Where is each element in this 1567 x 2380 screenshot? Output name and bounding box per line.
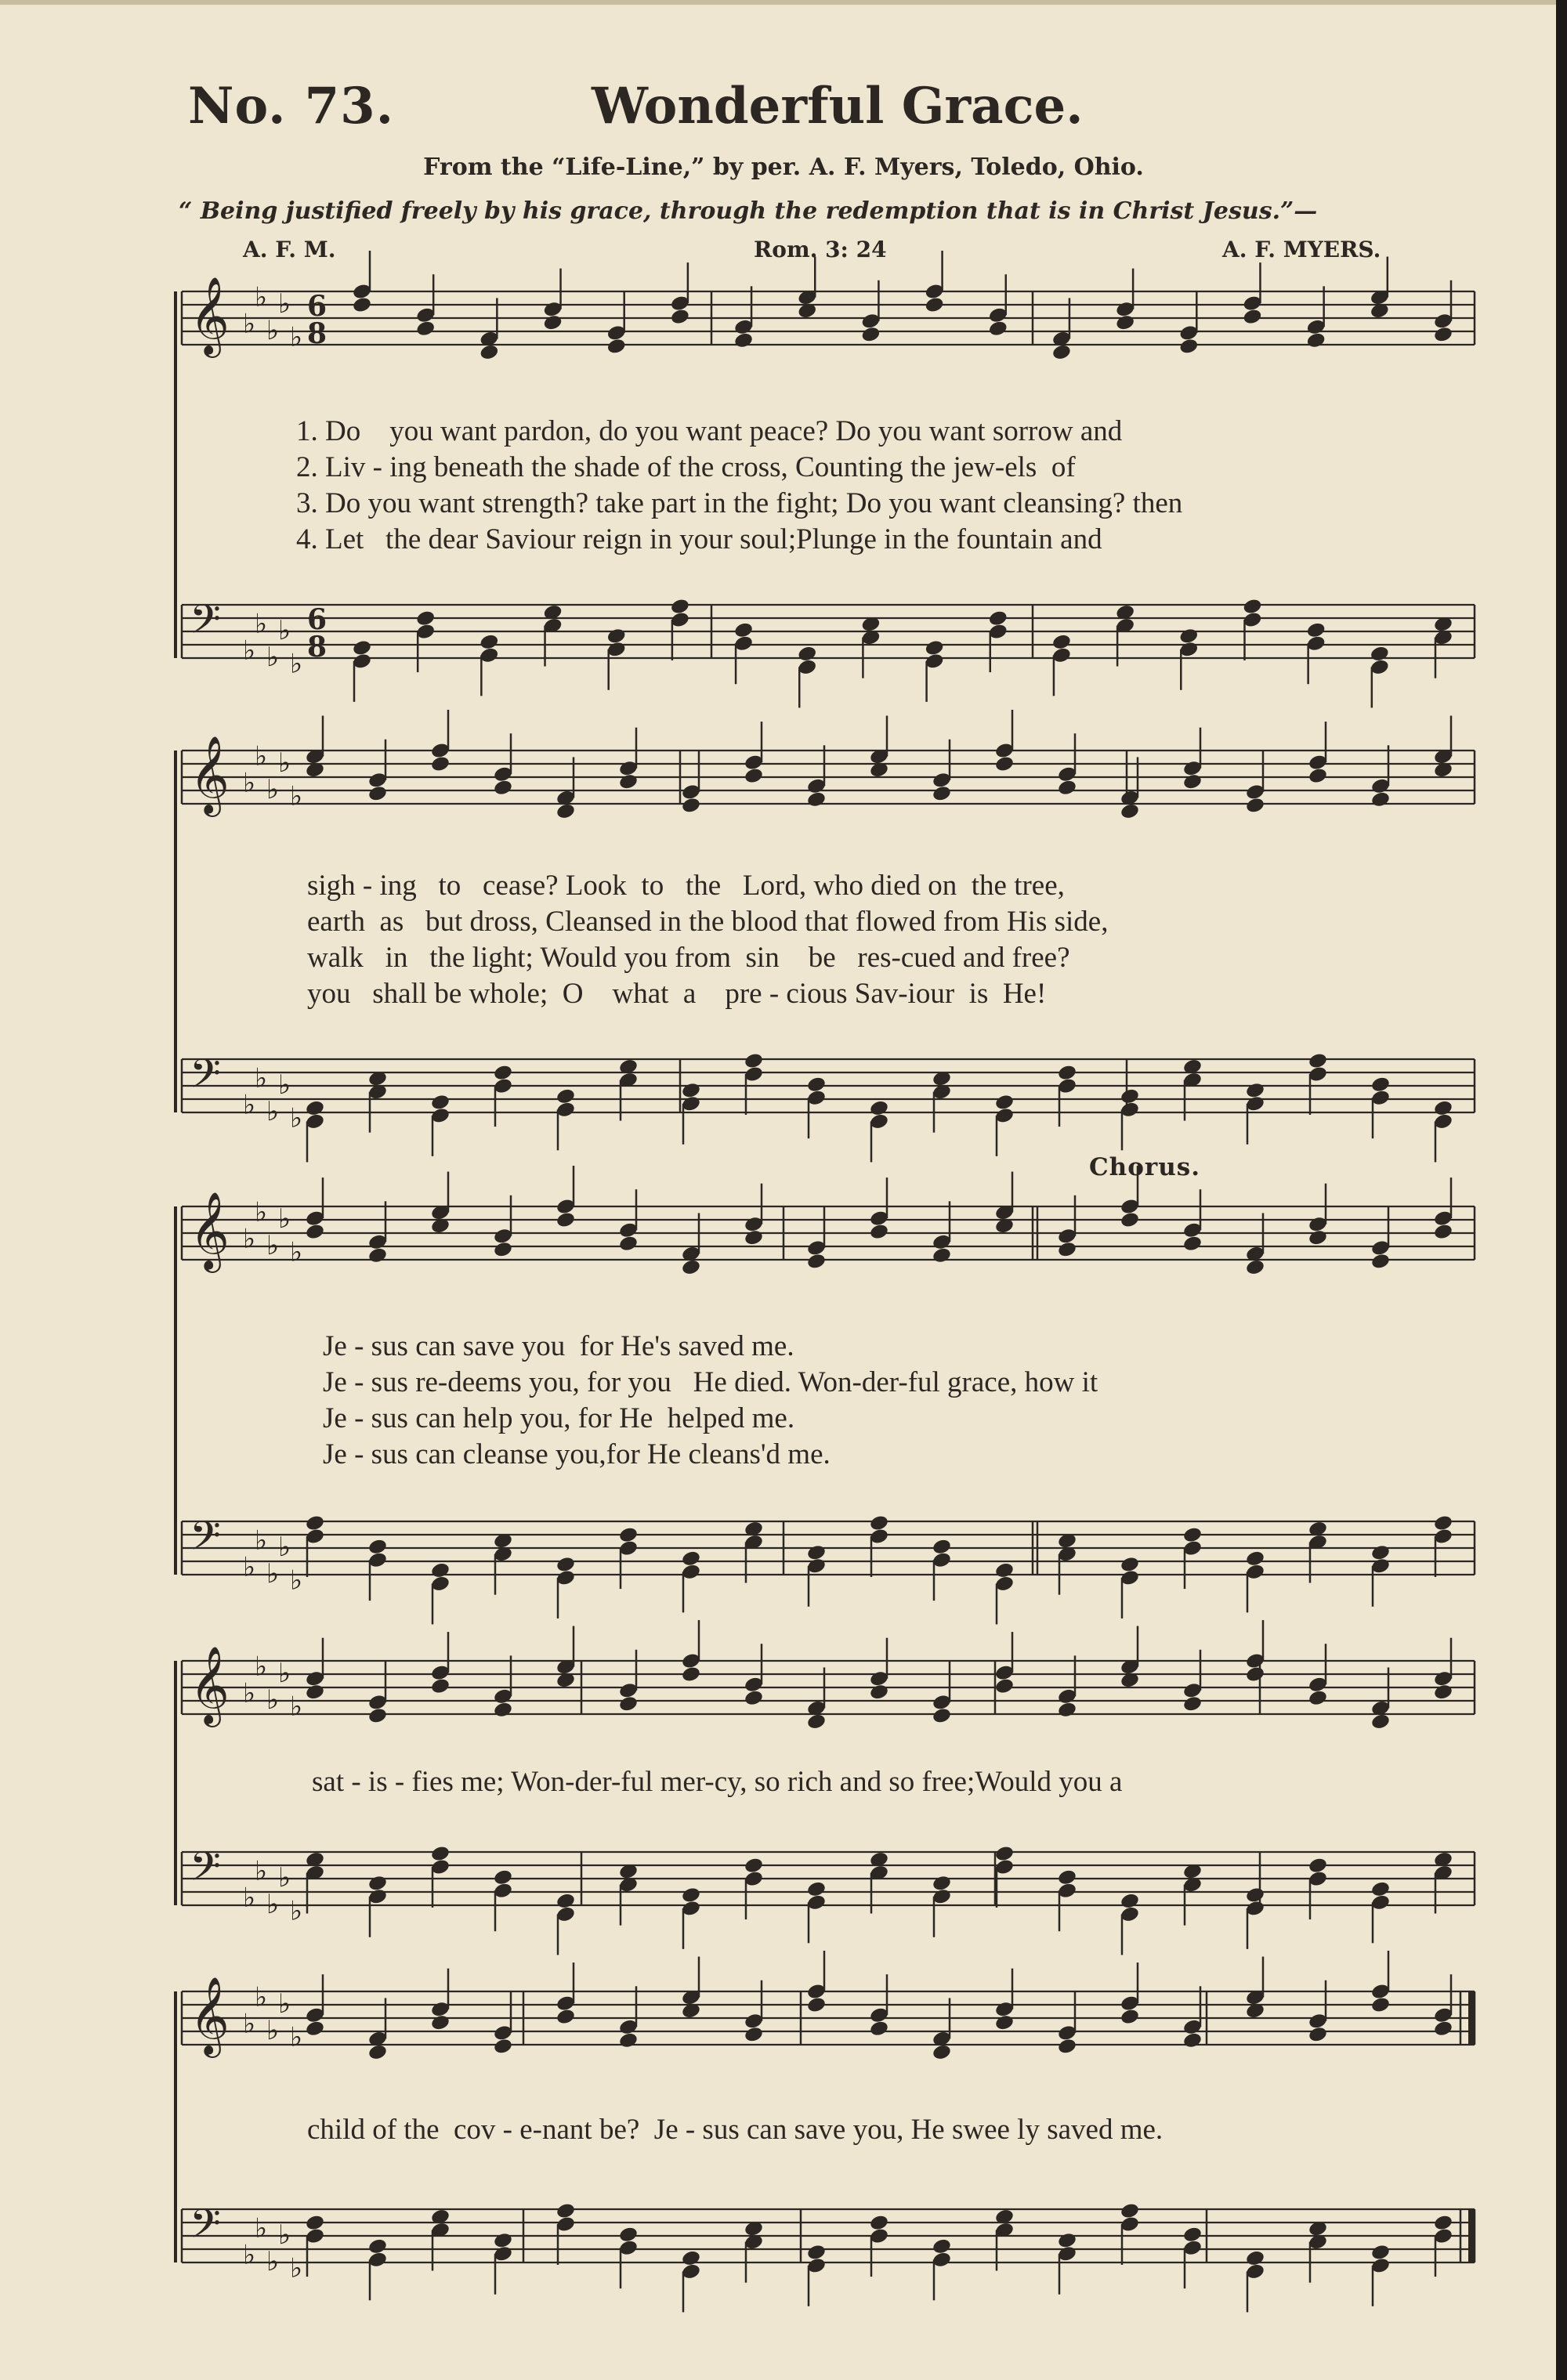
scripture-epigraph: “ Being justified freely by his grace, through the redemption that is in Christ Jesus.”— — [179, 197, 1318, 225]
notehead — [1182, 1526, 1203, 1544]
notehead — [1182, 1235, 1203, 1253]
notehead — [806, 1713, 827, 1731]
notehead — [618, 1695, 639, 1713]
notehead — [618, 772, 639, 790]
notehead — [1120, 1892, 1140, 1910]
notehead — [1245, 1886, 1265, 1904]
notehead — [1057, 1064, 1077, 1082]
flat-icon: ♭ — [243, 2008, 256, 2040]
notehead — [932, 1707, 952, 1725]
notehead — [1120, 802, 1140, 820]
notehead — [670, 598, 690, 616]
notehead — [542, 313, 563, 331]
flat-icon: ♭ — [243, 308, 256, 340]
notehead — [430, 1677, 451, 1695]
notehead — [681, 797, 701, 815]
notehead — [556, 1556, 576, 1574]
notehead — [1057, 2038, 1077, 2056]
bass-clef-icon: 𝄢 — [190, 595, 221, 653]
notehead — [1245, 1666, 1265, 1684]
notehead — [869, 2214, 889, 2232]
notehead — [430, 755, 451, 773]
bass-clef-icon: 𝄢 — [190, 1512, 221, 1569]
flat-icon: ♭ — [243, 635, 256, 667]
notehead — [493, 2038, 513, 2056]
lyric-line: child of the cov - e-nant be? Je - sus can save you, He swee ly saved me. — [307, 2114, 1163, 2146]
notehead — [367, 1707, 388, 1725]
notehead — [1370, 1996, 1391, 2014]
notehead — [744, 767, 764, 785]
notehead — [932, 2237, 952, 2255]
time-signature: 8 — [307, 631, 328, 664]
bass-clef-icon: 𝄢 — [190, 1843, 221, 1900]
lyric-line: 1. Do you want pardon, do you want peace? Do you want sorrow and — [296, 415, 1123, 447]
notehead — [681, 2249, 701, 2267]
notehead — [932, 1538, 952, 1556]
hymn-source: From the “Life-Line,” by per. A. F. Myers, Toledo, Ohio. — [423, 154, 1144, 181]
notehead — [1120, 2202, 1140, 2220]
flat-icon: ♭ — [278, 615, 291, 646]
notehead — [1178, 627, 1199, 645]
notehead — [1308, 1857, 1328, 1875]
notehead — [618, 2031, 639, 2049]
notehead — [556, 2202, 576, 2220]
notehead — [932, 784, 952, 802]
notehead — [305, 2214, 325, 2232]
notehead — [1057, 1240, 1077, 1258]
flat-icon: ♭ — [266, 642, 280, 673]
notehead — [994, 1094, 1015, 1112]
notehead — [367, 784, 388, 802]
notehead — [1370, 1076, 1391, 1094]
notehead — [994, 755, 1015, 773]
flat-icon: ♭ — [278, 1988, 291, 2020]
flat-icon: ♭ — [266, 315, 280, 346]
notehead — [869, 1514, 889, 1532]
treble-clef-icon: 𝄞 — [190, 1192, 230, 1270]
notehead — [367, 1538, 388, 1556]
flat-icon: ♭ — [278, 2219, 291, 2251]
notehead — [1433, 1683, 1453, 1701]
notehead — [932, 2043, 952, 2061]
notehead — [1051, 633, 1072, 651]
notehead — [367, 1246, 388, 1264]
flat-icon: ♭ — [290, 1236, 303, 1268]
notehead — [869, 2020, 889, 2038]
notehead — [744, 1857, 764, 1875]
notehead — [681, 1666, 701, 1684]
notehead — [733, 331, 754, 349]
notehead — [925, 639, 945, 657]
notehead — [744, 1052, 764, 1070]
notehead — [994, 1561, 1015, 1579]
flat-icon: ♭ — [255, 1525, 268, 1557]
flat-icon: ♭ — [243, 1882, 256, 1914]
bass-clef-icon: 𝄢 — [190, 1050, 221, 1107]
notehead — [493, 779, 513, 797]
lyric-line: Je - sus can save you for He's saved me. — [323, 1330, 794, 1362]
lyric-line: walk in the light; Would you from sin be res-cued and free? — [307, 942, 1070, 974]
flat-icon: ♭ — [255, 740, 268, 772]
notehead — [1182, 772, 1203, 790]
flat-icon: ♭ — [255, 1196, 268, 1228]
chorus-label: Chorus. — [1089, 1153, 1201, 1181]
notehead — [1433, 1223, 1453, 1241]
notehead — [1306, 331, 1326, 349]
notehead — [1178, 338, 1199, 356]
notehead — [1433, 1514, 1453, 1532]
notehead — [1370, 645, 1390, 663]
notehead — [1306, 621, 1326, 639]
flat-icon: ♭ — [243, 2239, 256, 2271]
notehead — [1120, 2008, 1140, 2026]
flat-icon: ♭ — [243, 1089, 256, 1121]
lyric-line: sat - is - fies me; Won-der-ful mer-cy, so rich and so free;Would you a — [312, 1766, 1123, 1798]
notehead — [806, 790, 827, 808]
notehead — [1245, 1081, 1265, 1099]
music-credit: A. F. MYERS. — [1222, 237, 1381, 262]
notehead — [1433, 2020, 1453, 2038]
flat-icon: ♭ — [278, 1069, 291, 1101]
notehead — [806, 1076, 827, 1094]
notehead — [1115, 313, 1135, 331]
time-signature: 6 — [307, 603, 328, 636]
flat-icon: ♭ — [266, 1096, 280, 1127]
flat-icon: ♭ — [255, 1855, 268, 1887]
notehead — [1433, 325, 1453, 343]
notehead — [670, 308, 690, 326]
notehead — [1370, 2244, 1391, 2262]
flat-icon: ♭ — [278, 1532, 291, 1563]
treble-clef-icon: 𝄞 — [190, 736, 230, 814]
flat-icon: ♭ — [255, 1062, 268, 1094]
flat-icon: ♭ — [290, 1564, 303, 1597]
flat-icon: ♭ — [266, 1230, 280, 1261]
notehead — [493, 1064, 513, 1082]
notehead — [1308, 2025, 1328, 2043]
notehead — [1057, 1701, 1077, 1719]
flat-icon: ♭ — [290, 1102, 303, 1134]
notehead — [1433, 2214, 1453, 2232]
notehead — [305, 1099, 325, 1117]
lyric-line: 2. Liv - ing beneath the shade of the cross, Counting the jew-els of — [296, 451, 1076, 483]
notehead — [744, 1228, 764, 1246]
notehead — [1245, 1258, 1265, 1276]
notehead — [618, 2226, 639, 2244]
scripture-reference: Rom. 3: 24 — [754, 237, 887, 262]
notehead — [869, 1683, 889, 1701]
flat-icon: ♭ — [278, 1658, 291, 1689]
notehead — [806, 1880, 827, 1898]
flat-icon: ♭ — [278, 1203, 291, 1235]
notehead — [1433, 1099, 1453, 1117]
lyric-line: Je - sus can help you, for He helped me. — [323, 1402, 795, 1434]
notehead — [681, 1886, 701, 1904]
notehead — [1245, 2249, 1265, 2267]
notehead — [806, 1996, 827, 2014]
flat-icon: ♭ — [290, 780, 303, 812]
treble-clef-icon: 𝄞 — [190, 1977, 230, 2055]
notehead — [681, 1550, 701, 1568]
notehead — [1057, 1868, 1077, 1886]
notehead — [1370, 1253, 1391, 1271]
notehead — [556, 2008, 576, 2026]
notehead — [479, 343, 499, 361]
notehead — [733, 621, 754, 639]
notehead — [1370, 1543, 1391, 1561]
notehead — [556, 1892, 576, 1910]
flat-icon: ♭ — [255, 281, 268, 313]
notehead — [1245, 1550, 1265, 1568]
notehead — [1308, 1228, 1328, 1246]
notehead — [806, 2244, 827, 2262]
notehead — [556, 802, 576, 820]
lyric-line: 3. Do you want strength? take part in the fight; Do you want cleansing? then — [296, 487, 1183, 519]
notehead — [415, 609, 436, 628]
flat-icon: ♭ — [255, 608, 268, 640]
notehead — [806, 1543, 827, 1561]
words-credit: A. F. M. — [243, 237, 336, 262]
flat-icon: ♭ — [243, 1223, 256, 1255]
flat-icon: ♭ — [290, 1895, 303, 1927]
notehead — [352, 639, 372, 657]
notehead — [994, 1677, 1015, 1695]
flat-icon: ♭ — [243, 1677, 256, 1709]
hymn-number: No. 73. — [188, 77, 394, 136]
notehead — [430, 1845, 451, 1863]
flat-icon: ♭ — [266, 1558, 280, 1590]
flat-icon: ♭ — [255, 2212, 268, 2244]
notehead — [988, 609, 1008, 628]
notehead — [860, 325, 881, 343]
notehead — [479, 633, 499, 651]
lyric-line: sigh - ing to cease? Look to the Lord, who died on the tree, — [307, 870, 1065, 902]
flat-icon: ♭ — [290, 2252, 303, 2284]
time-signature: 8 — [307, 317, 328, 350]
bass-clef-icon: 𝄢 — [190, 2200, 221, 2257]
notehead — [618, 1526, 639, 1544]
flat-icon: ♭ — [266, 2015, 280, 2046]
notehead — [430, 2013, 451, 2031]
time-signature: 6 — [307, 290, 328, 323]
notehead — [493, 1868, 513, 1886]
notehead — [1370, 1713, 1391, 1731]
hymn-title: Wonderful Grace. — [592, 77, 1084, 136]
flat-icon: ♭ — [278, 1862, 291, 1894]
notehead — [1057, 779, 1077, 797]
notehead — [367, 1874, 388, 1892]
lyric-line: you shall be whole; O what a pre - cious Sav-iour is He! — [307, 978, 1047, 1010]
flat-icon: ♭ — [290, 648, 303, 680]
notehead — [556, 1211, 576, 1229]
notehead — [744, 2025, 764, 2043]
notehead — [1242, 598, 1262, 616]
notehead — [493, 2231, 513, 2249]
lyric-line: Je - sus can cleanse you,for He cleans'd me. — [323, 1438, 831, 1470]
flat-icon: ♭ — [243, 1551, 256, 1583]
final-barline — [1468, 2209, 1475, 2262]
notehead — [415, 320, 436, 338]
flat-icon: ♭ — [290, 1691, 303, 1723]
flat-icon: ♭ — [290, 2021, 303, 2053]
notehead — [1308, 767, 1328, 785]
notehead — [681, 1258, 701, 1276]
notehead — [994, 1845, 1015, 1863]
flat-icon: ♭ — [278, 747, 291, 779]
flat-icon: ♭ — [278, 288, 291, 320]
lyric-line: 4. Let the dear Saviour reign in your soul;Plunge in the fountain and — [296, 523, 1102, 555]
lyric-line: earth as but dross, Cleansed in the blood that flowed from His side, — [307, 906, 1109, 938]
notehead — [925, 296, 945, 314]
notehead — [1051, 343, 1072, 361]
notehead — [1120, 1211, 1140, 1229]
notehead — [305, 1683, 325, 1701]
notehead — [869, 1223, 889, 1241]
notehead — [932, 1246, 952, 1264]
notehead — [988, 320, 1008, 338]
notehead — [994, 2013, 1015, 2031]
notehead — [367, 2043, 388, 2061]
notehead — [1370, 790, 1391, 808]
flat-icon: ♭ — [243, 767, 256, 799]
notehead — [1182, 2031, 1203, 2049]
flat-icon: ♭ — [290, 321, 303, 353]
notehead — [1057, 2231, 1077, 2249]
notehead — [1120, 1556, 1140, 1574]
notehead — [932, 1874, 952, 1892]
notehead — [797, 645, 817, 663]
notehead — [1242, 308, 1262, 326]
notehead — [493, 1240, 513, 1258]
notehead — [493, 1701, 513, 1719]
flat-icon: ♭ — [266, 774, 280, 805]
final-barline — [1468, 1991, 1475, 2045]
flat-icon: ♭ — [266, 1684, 280, 1716]
notehead — [606, 627, 627, 645]
flat-icon: ♭ — [266, 1889, 280, 1920]
notehead — [430, 1561, 451, 1579]
treble-clef-icon: 𝄞 — [190, 277, 230, 355]
notehead — [1370, 1880, 1391, 1898]
notehead — [367, 2237, 388, 2255]
notehead — [556, 1087, 576, 1105]
notehead — [430, 1094, 451, 1112]
notehead — [869, 1099, 889, 1117]
notehead — [1120, 1087, 1140, 1105]
flat-icon: ♭ — [255, 1981, 268, 2013]
notehead — [1308, 1689, 1328, 1707]
notehead — [305, 1223, 325, 1241]
treble-clef-icon: 𝄞 — [190, 1646, 230, 1724]
notehead — [1182, 2226, 1203, 2244]
notehead — [305, 1514, 325, 1532]
notehead — [806, 1253, 827, 1271]
flat-icon: ♭ — [255, 1651, 268, 1683]
notehead — [1182, 1695, 1203, 1713]
notehead — [618, 1235, 639, 1253]
notehead — [305, 2020, 325, 2038]
notehead — [744, 1689, 764, 1707]
notehead — [681, 1081, 701, 1099]
notehead — [1245, 797, 1265, 815]
flat-icon: ♭ — [266, 2246, 280, 2277]
lyric-line: Je - sus re-deems you, for you He died. Won-der-ful grace, how it — [323, 1366, 1098, 1398]
notehead — [606, 338, 627, 356]
notehead — [1308, 1052, 1328, 1070]
notehead — [352, 296, 372, 314]
